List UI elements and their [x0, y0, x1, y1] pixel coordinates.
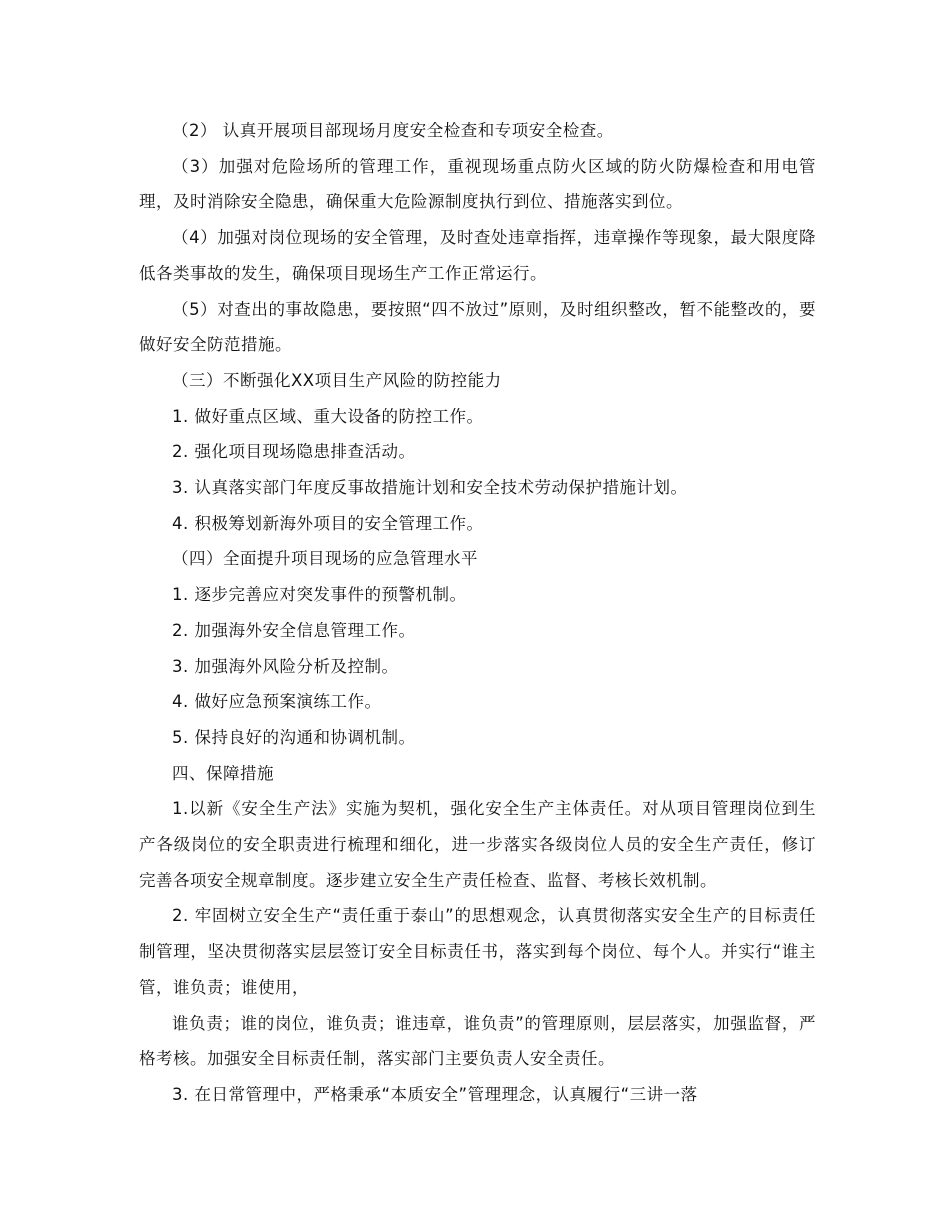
- list-item: 4. 积极筹划新海外项目的安全管理工作。: [172, 513, 484, 533]
- list-item: 1. 做好重点区域、重大设备的防控工作。: [172, 406, 484, 426]
- list-item: 2. 强化项目现场隐患排查活动。: [172, 442, 416, 462]
- list-item: 4. 做好应急预案演练工作。: [172, 692, 382, 712]
- section-heading-3: （三）不断强化XX项目生产风险的防控能力: [172, 370, 502, 390]
- paragraph-item-2: （2） 认真开展项目部现场月度安全检查和专项安全检查。: [172, 121, 614, 140]
- paragraph-measure-2-continued: 谁负责；谁的岗位，谁负责；谁违章，谁负责”的管理原则，层层落实，加强监督，严格考核。加强安全目标责任制，落实部门主要负责人安全责任。: [139, 1013, 816, 1069]
- paragraph-item-5: （5）对查出的事故隐患，要按照“四不放过”原则，及时组织整改，暂不能整改的，要做好安全防范措施。: [139, 299, 816, 355]
- section-heading-4: （四）全面提升项目现场的应急管理水平: [172, 549, 478, 569]
- list-item: 3. 认真落实部门年度反事故措施计划和安全技术劳动保护措施计划。: [172, 478, 688, 498]
- section-heading-guarantee: 四、保障措施: [172, 763, 274, 783]
- paragraph-measure-3: 3. 在日常管理中，严格秉承“本质安全”管理理念，认真履行“三讲一落: [172, 1084, 698, 1104]
- document-body: [139, 113, 816, 1113]
- list-item: 1. 逐步完善应对突发事件的预警机制。: [172, 585, 467, 605]
- paragraph-measure-2: 2. 牢固树立安全生产“责任重于泰山”的思想观念，认真贯彻落实安全生产的目标责任制管理，坚决贯彻落实层层签订安全目标责任书，落实到每个岗位、每个人。并实行“谁主管，谁负责；谁使用，: [139, 906, 816, 997]
- list-item: 5. 保持良好的沟通和协调机制。: [172, 727, 416, 747]
- list-item: 2. 加强海外安全信息管理工作。: [172, 620, 416, 640]
- list-item: 3. 加强海外风险分析及控制。: [172, 656, 399, 676]
- paragraph-item-3: （3）加强对危险场所的管理工作，重视现场重点防火区域的防火防爆检查和用电管理，及时消除安全隐患，确保重大危险源制度执行到位、措施落实到位。: [139, 156, 816, 212]
- paragraph-measure-1: 1.以新《安全生产法》实施为契机，强化安全生产主体责任。对从项目管理岗位到生产各级岗位的安全职责进行梳理和细化，进一步落实各级岗位人员的安全生产责任，修订完善各项安全规章制度。逐步建立安全生产责任检查、监督、考核长效机制。: [139, 799, 816, 890]
- paragraph-item-4: （4）加强对岗位现场的安全管理，及时查处违章指挥，违章操作等现象，最大限度降低各类事故的发生，确保项目现场生产工作正常运行。: [139, 228, 816, 283]
